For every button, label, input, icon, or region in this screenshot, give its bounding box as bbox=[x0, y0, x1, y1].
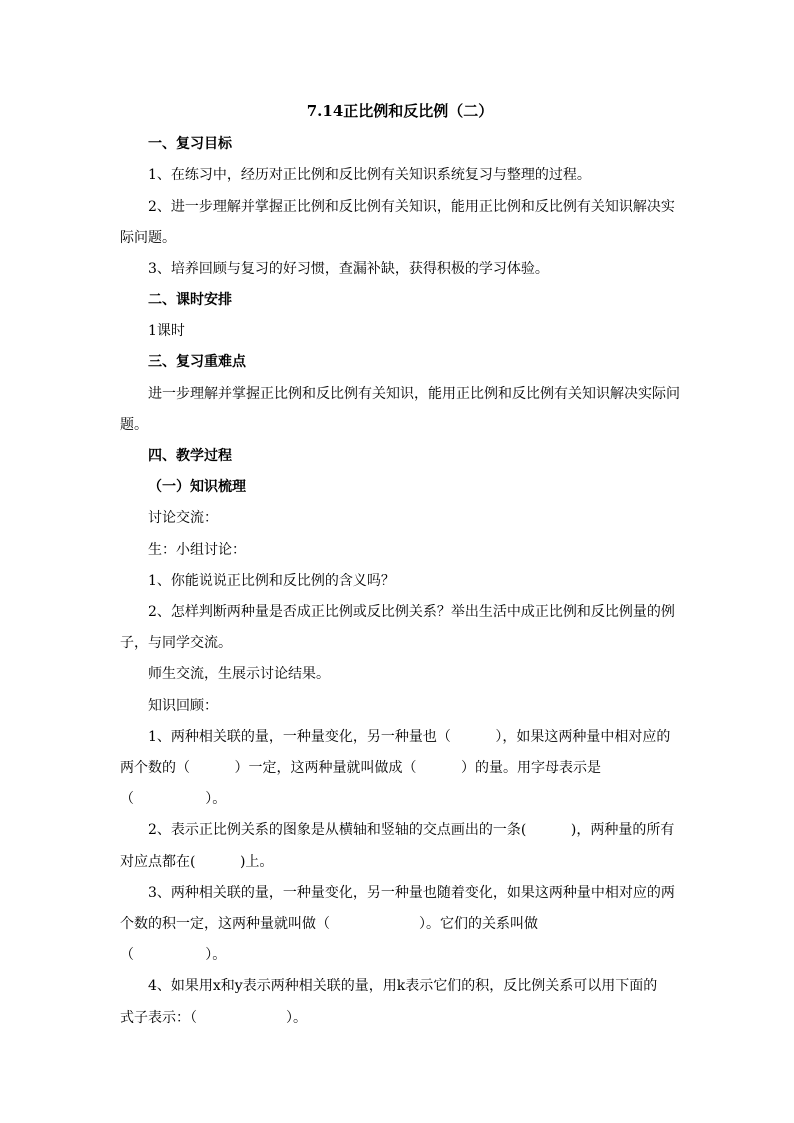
goal-item-1: 1、在练习中，经历对正比例和反比例有关知识系统复习与整理的过程。 bbox=[148, 167, 591, 183]
question-1: 1、你能说说正比例和反比例的含义吗？ bbox=[148, 573, 395, 589]
student-discussion: 生：小组讨论： bbox=[148, 542, 246, 558]
key-points-line-1: 进一步理解并掌握正比例和反比例有关知识，能用正比例和反比例有关知识解决实际问 bbox=[148, 386, 680, 402]
review-item-3-line-3: （ ）。 bbox=[120, 947, 227, 963]
exchange-text: 师生交流，生展示讨论结果。 bbox=[148, 666, 330, 682]
review-item-3-line-2: 个数的积一定，这两种量就叫做（ ）。它们的关系叫做 bbox=[120, 916, 539, 932]
discussion-label: 讨论交流： bbox=[148, 510, 218, 526]
section-heading-review-goals: 一、复习目标 bbox=[148, 136, 232, 152]
review-item-1-line-2: 两个数的（ ）一定，这两种量就叫做成（ ）的量。用字母表示是 bbox=[120, 760, 602, 776]
section-heading-teaching-process: 四、教学过程 bbox=[148, 448, 232, 464]
document-title: 7.14正比例和反比例（二） bbox=[306, 102, 494, 120]
key-points-line-2: 题。 bbox=[120, 417, 148, 433]
review-item-4-line-1: 4、如果用x和y表示两种相关联的量，用k表示它们的积，反比例关系可以用下面的 bbox=[148, 978, 658, 994]
review-item-2-line-2: 对应点都在( )上。 bbox=[120, 854, 274, 870]
review-item-3-line-1: 3、两种相关联的量，一种量变化，另一种量也随着变化，如果这两种量中相对应的两 bbox=[148, 885, 675, 901]
goal-item-2-line-2: 际问题。 bbox=[120, 230, 176, 246]
question-2-line-2: 子，与同学交流。 bbox=[120, 635, 232, 651]
review-item-2-line-1: 2、表示正比例关系的图象是从横轴和竖轴的交点画出的一条( )，两种量的所有 bbox=[148, 822, 675, 838]
review-item-1-line-3: （ ）。 bbox=[120, 791, 227, 807]
review-item-1-line-1: 1、两种相关联的量，一种量变化，另一种量也（ ），如果这两种量中相对应的 bbox=[148, 729, 671, 745]
section-heading-schedule: 二、课时安排 bbox=[148, 292, 232, 308]
question-2-line-1: 2、怎样判断两种量是否成正比例或反比例关系？举出生活中成正比例和反比例量的例 bbox=[148, 604, 675, 620]
subsection-heading-knowledge: （一）知识梳理 bbox=[148, 479, 246, 495]
goal-item-2-line-1: 2、进一步理解并掌握正比例和反比例有关知识，能用正比例和反比例有关知识解决实 bbox=[148, 199, 675, 215]
review-label: 知识回顾： bbox=[148, 698, 218, 714]
review-item-4-line-2: 式子表示：（ ）。 bbox=[120, 1010, 308, 1026]
goal-item-3: 3、培养回顾与复习的好习惯，查漏补缺，获得积极的学习体验。 bbox=[148, 261, 549, 277]
section-heading-key-points: 三、复习重难点 bbox=[148, 354, 246, 370]
schedule-text: 1课时 bbox=[148, 323, 185, 339]
